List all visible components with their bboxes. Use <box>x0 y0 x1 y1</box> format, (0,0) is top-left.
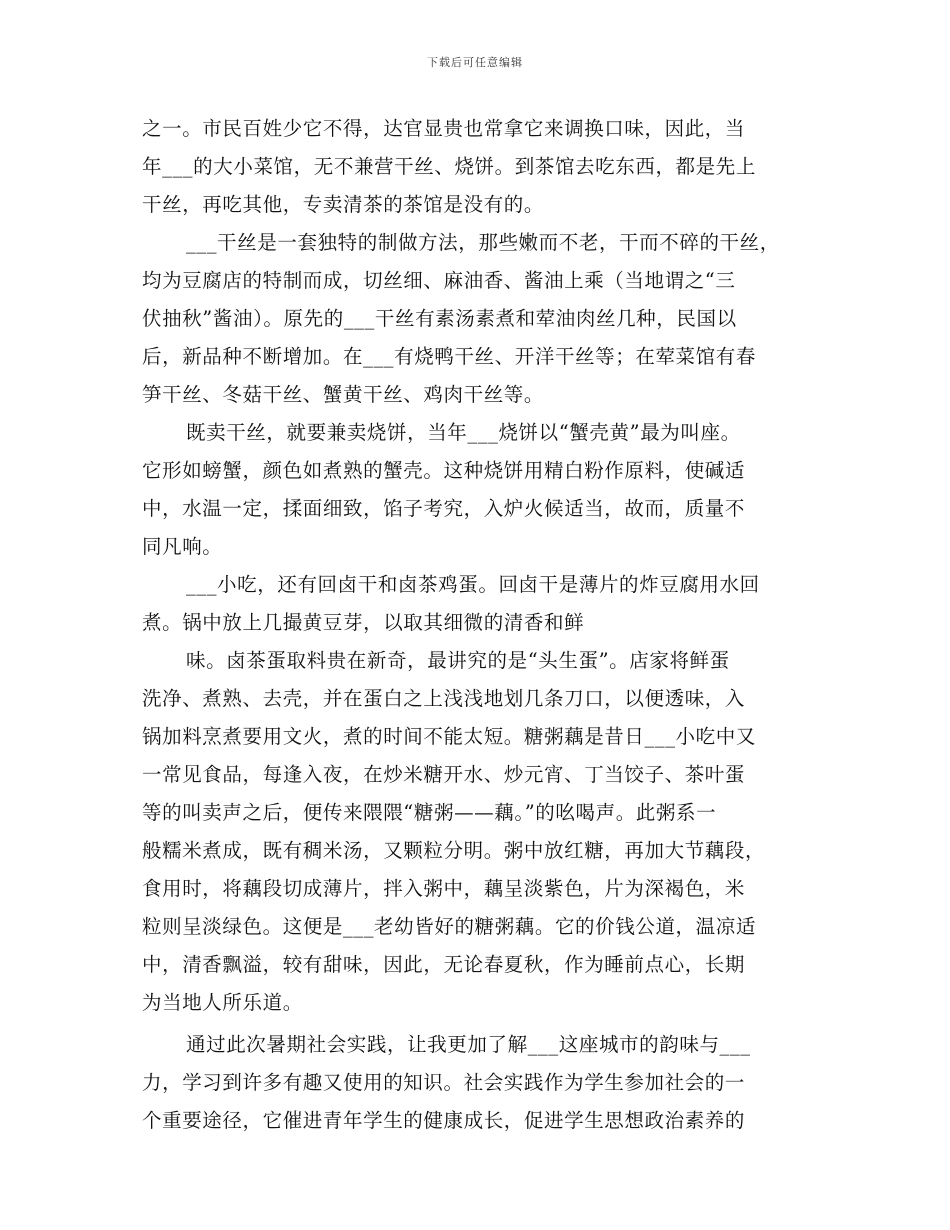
paragraph-start-line: ___小吃，还有回卤干和卤茶鸡蛋。回卤干是薄片的炸豆腐用水回 <box>186 573 760 596</box>
text-line: 年___的大小菜馆，无不兼营干丝、烧饼。到茶馆去吃东西，都是先上 <box>142 155 756 178</box>
text-line: 食用时，将藕段切成薄片，拌入粥中，藕呈淡紫色，片为深褐色，米 <box>142 877 746 900</box>
text-line: 它形如螃蟹，颜色如煮熟的蟹壳。这种烧饼用精白粉作原料，使碱适 <box>142 459 746 482</box>
text-line: 等的叫卖声之后，便传来隈隈“糖粥——藕。”的吆喝声。此粥系一 <box>142 801 717 824</box>
text-line: 锅加料烹煮要用文火，煮的时间不能太短。糖粥藕是昔日___小吃中又 <box>142 725 756 748</box>
text-line: 均为豆腐店的特制而成，切丝细、麻油香、酱油上乘（当地谓之“三 <box>142 269 736 292</box>
text-line: 为当地人所乐道。 <box>142 991 303 1014</box>
text-line: 笋干丝、冬菇干丝、蟹黄干丝、鸡肉干丝等。 <box>142 383 545 406</box>
text-line: 煮。锅中放上几撮黄豆芽，以取其细微的清香和鲜 <box>142 611 585 634</box>
text-line: 中，水温一定，揉面细致，馅子考究，入炉火候适当，故而，质量不 <box>142 497 746 520</box>
paragraph-start-line: 通过此次暑期社会实践，让我更加了解___这座城市的韵味与___ <box>186 1033 751 1056</box>
text-line: 般糯米煮成，既有稠米汤，又颗粒分明。粥中放红糖，再加大节藕段， <box>142 839 766 862</box>
text-line: 伏抽秋”酱油）。原先的___干丝有素汤素煮和荤油肉丝几种，民国以 <box>142 307 737 330</box>
text-line: 中，清香飘溢，较有甜味，因此，无论春夏秋，作为睡前点心，长期 <box>142 953 746 976</box>
page-header: 下载后可任意编辑 <box>427 56 523 69</box>
text-line: 个重要途径，它催进青年学生的健康成长，促进学生思想政治素养的 <box>142 1109 746 1132</box>
paragraph-start-line: 味。卤茶蛋取料贵在新奇，最讲究的是“头生蛋”。店家将鲜蛋 <box>186 649 730 672</box>
document-body <box>142 110 822 1140</box>
text-line: 粒则呈淡绿色。这便是___老幼皆好的糖粥藕。它的价钱公道，温凉适 <box>142 915 756 938</box>
paragraph-start-line: 既卖干丝，就要兼卖烧饼，当年___烧饼以“蟹壳黄”最为叫座。 <box>186 421 741 444</box>
text-line: 同凡响。 <box>142 535 223 558</box>
paragraph-start-line: ___干丝是一套独特的制做方法，那些嫩而不老，干而不碎的干丝， <box>186 231 780 254</box>
text-line: 后，新品种不断增加。在___有烧鸭干丝、开洋干丝等；在荤菜馆有春 <box>142 345 756 368</box>
text-line: 一常见食品，每逢入夜，在炒米糖开水、炒元宵、丁当饺子、茶叶蛋 <box>142 763 746 786</box>
text-line: 干丝，再吃其他，专卖清茶的茶馆是没有的。 <box>142 193 545 216</box>
text-line: 力，学习到许多有趣又使用的知识。社会实践作为学生参加社会的一 <box>142 1071 746 1094</box>
text-line: 洗净、煮熟、去壳，并在蛋白之上浅浅地划几条刀口，以便透味，入 <box>142 687 746 710</box>
text-line: 之一。市民百姓少它不得，达官显贵也常拿它来调换口味，因此，当 <box>142 117 746 140</box>
